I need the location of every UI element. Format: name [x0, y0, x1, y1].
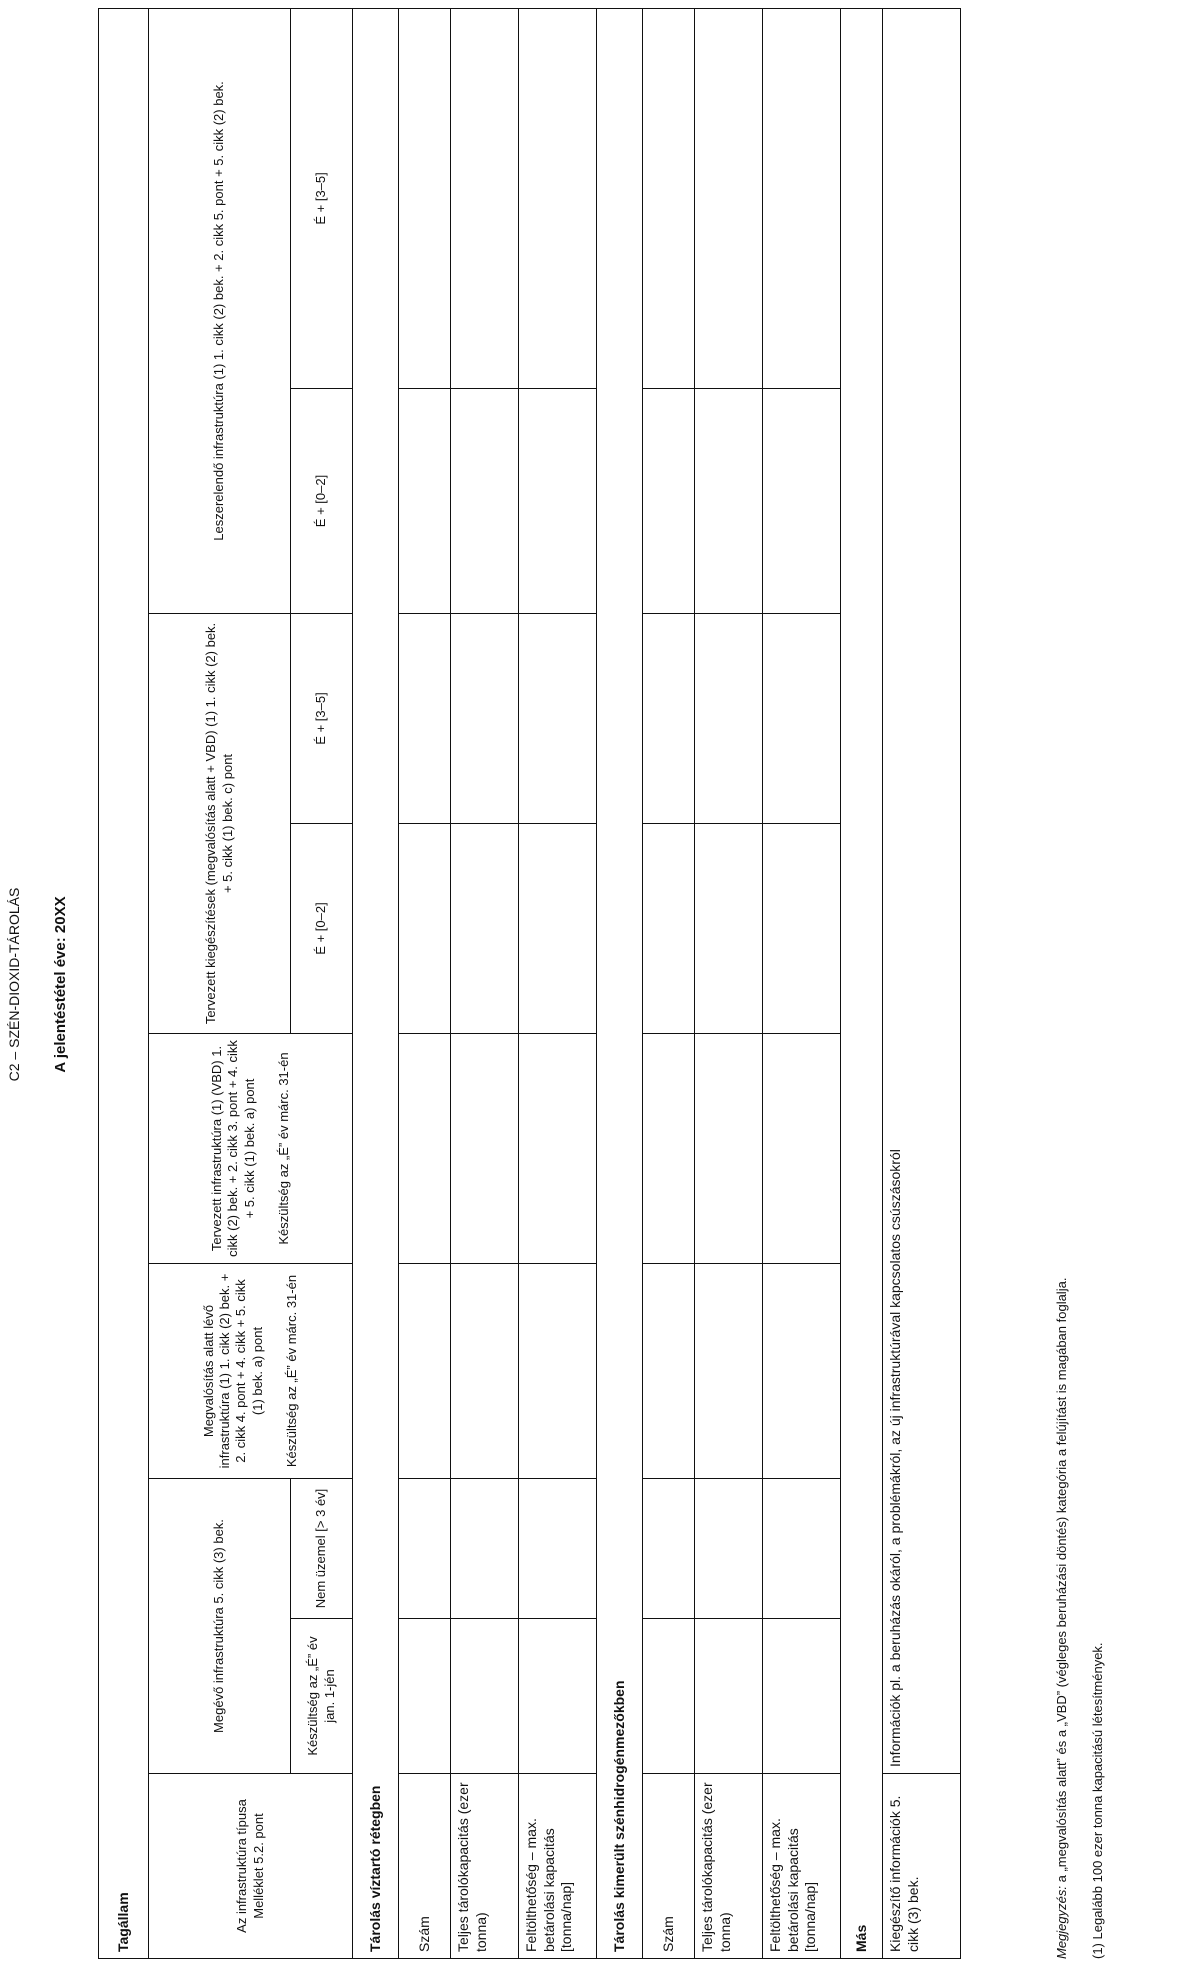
existing-sub-readiness: Készültség az „É” év jan. 1-jén [291, 1619, 353, 1774]
under-construction-title: Megvalósítás alatt lévő infrastruktúra (1) 1. cikk (2) bek. + 2. cikk 4. pont + 4. cikk + 5. cikk (1) bek. a) pont [200, 1273, 265, 1469]
note-label: Megjegyzés: [1054, 1886, 1069, 1959]
section-row [353, 8, 399, 1958]
row-label: Szám [643, 1774, 695, 1959]
section-row [841, 8, 883, 1958]
row-label: Kiegészítő információk 5. cikk (3) bek. [883, 1774, 961, 1959]
planned-sub: Készültség az „É” év márc. 31-én [275, 1052, 291, 1245]
decommission-sub-0-2: É + [0–2] [291, 389, 353, 614]
planned-ext-sub-3-5: É + [3–5] [291, 614, 353, 824]
under-construction-header [149, 1264, 353, 1479]
table-row [451, 8, 519, 1958]
footnote-text: Legalább 100 ezer tonna kapacitású létesítmények. [1090, 1642, 1105, 1940]
row-label: Teljes tárolókapacitás (ezer tonna) [695, 1774, 763, 1959]
section-row [597, 8, 643, 1958]
footnote-1 [1090, 1642, 1105, 1959]
reporting-year: A jelentéstétel éve: 20XX [52, 896, 69, 1073]
note-text: a „megvalósítás alatt” és a „VBD” (végleges beruházási döntés) kategória a felújítást is magában foglalja. [1054, 1277, 1069, 1883]
table-row [883, 8, 961, 1958]
table-row [695, 8, 763, 1958]
planned-ext-header: Tervezett kiegészítések (megvalósítás alatt + VBD) (1) 1. cikk (2) bek. + 5. cikk (1) bek. c) pont [149, 614, 291, 1034]
decommission-header: Leszerelendő infrastruktúra (1) 1. cikk (2) bek. + 2. cikk 5. pont + 5. cikk (2) bek. [149, 8, 291, 613]
subheader-row [291, 8, 353, 1958]
row-label: Feltölthetőség – max. betárolási kapacitás [tonna/nap] [519, 1774, 597, 1959]
row-label: Teljes tárolókapacitás (ezer tonna) [451, 1774, 519, 1959]
planned-title: Tervezett infrastruktúra (1) (VBD) 1. cikk (2) bek. + 2. cikk 3. pont + 4. cikk + 5. cikk (1) bek. a) pont [209, 1040, 257, 1257]
member-state-label: Tagállam [99, 8, 149, 1958]
table-row [763, 8, 841, 1958]
planned-header [149, 1034, 353, 1264]
document-title: C2 – SZÉN-DIOXID-TÁROLÁS [6, 887, 22, 1082]
header-row [149, 8, 291, 1958]
additional-info-text: Információk pl. a beruházás okáról, a problémákról, az új infrastruktúrával kapcsolatos csúszásokról [883, 8, 961, 1773]
decommission-sub-3-5: É + [3–5] [291, 8, 353, 388]
row-label: Feltölthetőség – max. betárolási kapacitás [tonna/nap] [763, 1774, 841, 1959]
storage-table [98, 8, 961, 1959]
planned-ext-sub-0-2: É + [0–2] [291, 824, 353, 1034]
table-row [399, 8, 451, 1958]
section-aquifer: Tárolás víztartó rétegben [353, 8, 399, 1958]
section-other: Más [841, 8, 883, 1958]
member-state-row [99, 8, 149, 1958]
table-row [643, 8, 695, 1958]
existing-sub-not-operating: Nem üzemel [> 3 év] [291, 1479, 353, 1619]
section-depleted: Tárolás kimerült szénhidrogénmezőkben [597, 8, 643, 1958]
existing-header: Megévő infrastruktúra 5. cikk (3) bek. [149, 1479, 291, 1774]
type-header: Az infrastruktúra típusa Melléklet 5.2. pont [149, 1774, 353, 1959]
note [1054, 1278, 1069, 1959]
footnote-mark: (1) [1090, 1943, 1105, 1959]
row-label: Szám [399, 1774, 451, 1959]
under-construction-sub: Készültség az „É” év márc. 31-én [283, 1274, 299, 1468]
table-row [519, 8, 597, 1958]
